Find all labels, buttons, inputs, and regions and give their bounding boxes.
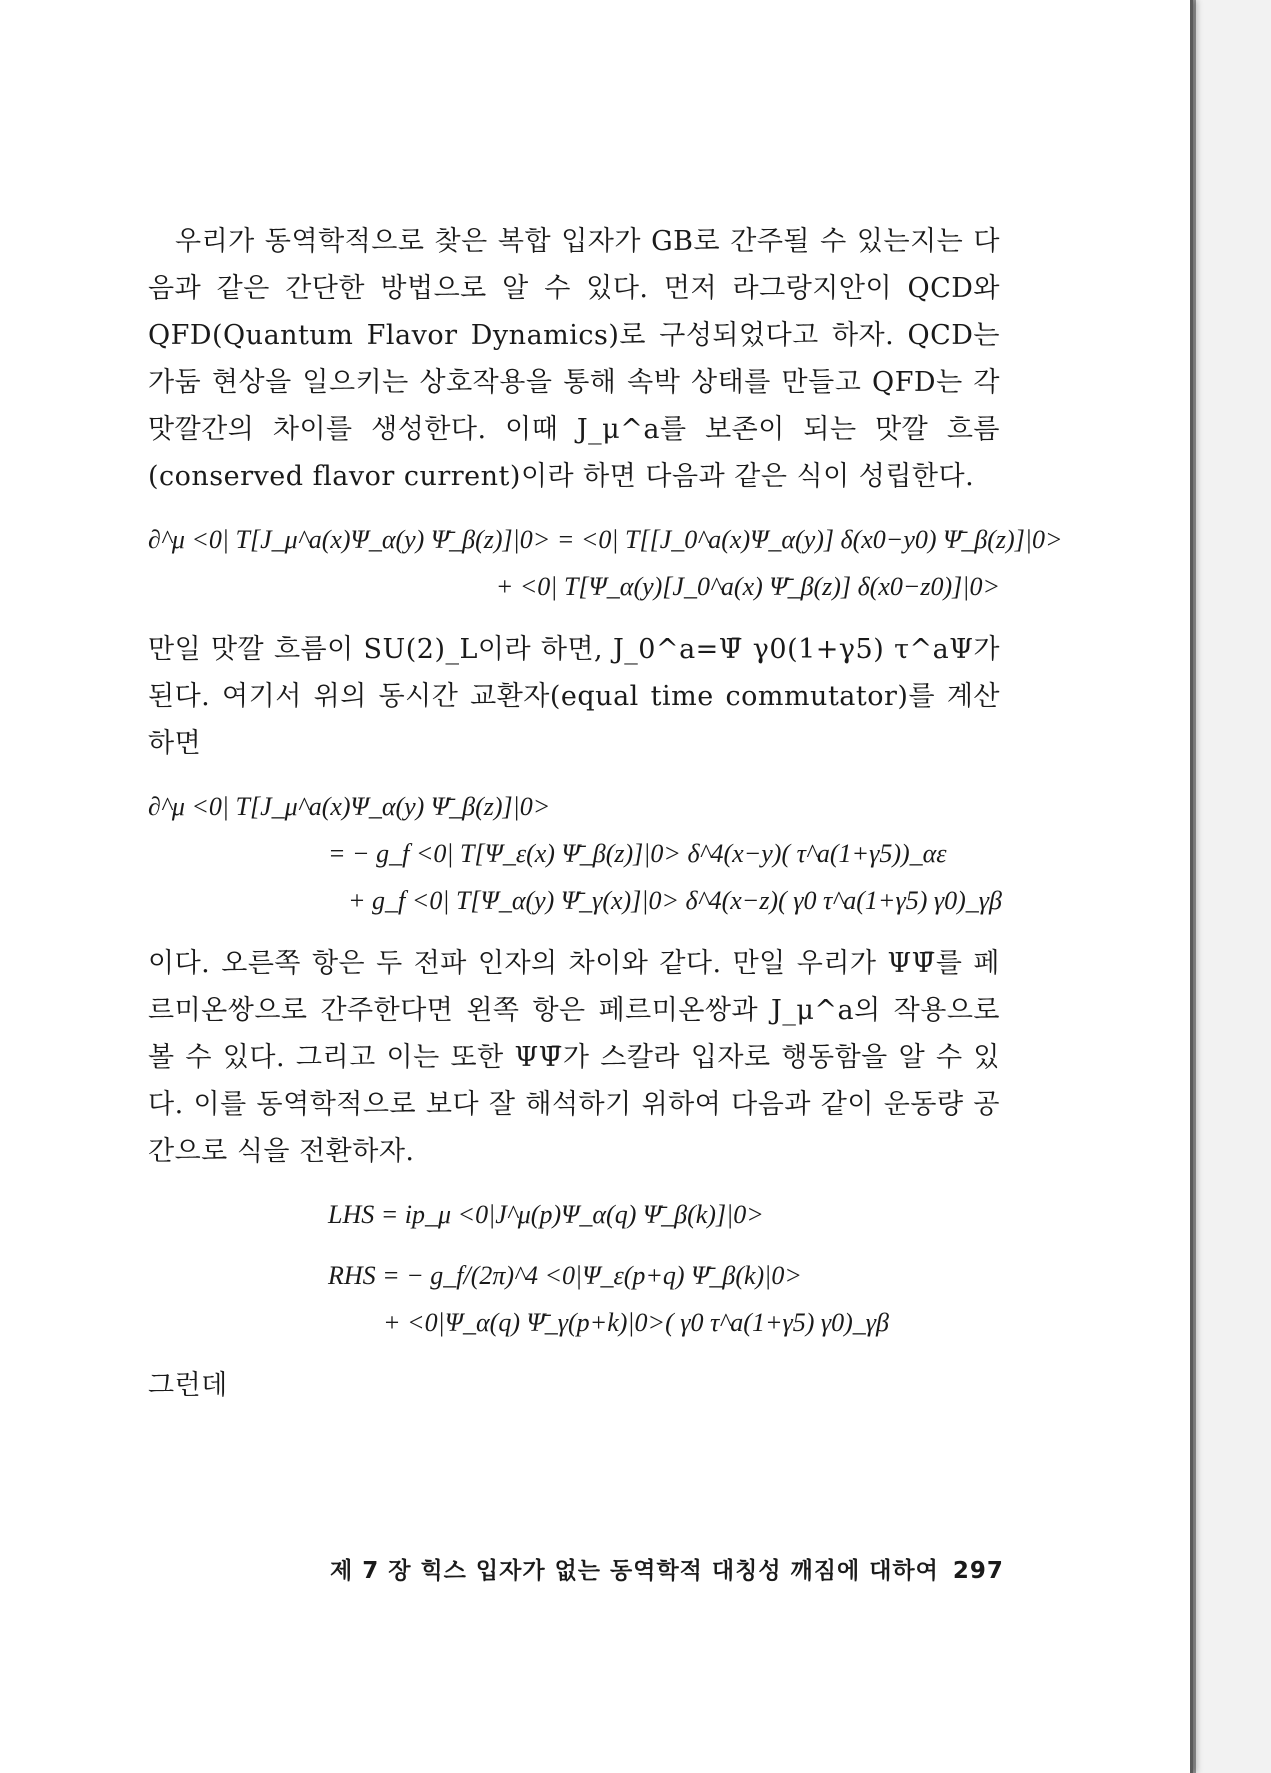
viewer-gutter (1196, 0, 1271, 1773)
equation-3-line-3: + <0|Ψ_α(q) Ψ̄_γ(p+k)|0>( γ0 τ^a(1+γ5) γ0)_γβ (383, 1308, 889, 1337)
equation-1 (148, 516, 1063, 610)
equation-2-line-1: ∂^μ <0| T[J_μ^a(x)Ψ_α(y) Ψ̄_β(z)]|0> (148, 792, 551, 821)
equation-2 (148, 783, 1000, 924)
page-content (148, 218, 1063, 1409)
equation-2-line-2: = − g_f <0| T[Ψ_ε(x) Ψ̄_β(z)]|0> δ^4(x−y)( τ^a(1+γ5))_αε (328, 839, 947, 868)
paragraph-4: 그런데 (148, 1370, 228, 1401)
equation-1-line-1: ∂^μ <0| T[J_μ^a(x)Ψ_α(y) Ψ̄_β(z)]|0> = <0| T[[J_0^a(x)Ψ_α(y)] δ(x0−y0) Ψ̄_β(z)]|0> (148, 525, 1063, 554)
paragraph-1: 우리가 동역학적으로 찾은 복합 입자가 GB로 간주될 수 있는지는 다음과 같은 간단한 방법으로 알 수 있다. 먼저 라그랑지안이 QCD와 QFD(Quantum Flavor Dynamics)로 구성되었다고 하자. QCD는 가둠 현상을 일으키는 상호작용을 통해 속박 상태를 만들고 QFD는 각 맛깔간의 차이를 생성한다. 이때 J_μ^a를 보존이 되는 맛깔 흐름(conserved flavor current)이라 하면 다음과 같은 식이 성립한다. (148, 226, 1000, 492)
equation-spacer (148, 1238, 1000, 1252)
running-footer (330, 1552, 1004, 1585)
equation-3-line-1: LHS = ip_μ <0|J^μ(p)Ψ_α(q) Ψ̄_β(k)]|0> (328, 1200, 764, 1229)
equation-3-line-2: RHS = − g_f/(2π)^4 <0|Ψ_ε(p+q) Ψ̄_β(k)|0> (328, 1261, 802, 1290)
paragraph-3: 이다. 오른쪽 항은 두 전파 인자의 차이와 같다. 만일 우리가 ΨΨ̄를 페르미온쌍으로 간주한다면 왼쪽 항은 페르미온쌍과 J_μ^a의 작용으로 볼 수 있다. 그리고 이는 또한 ΨΨ̄가 스칼라 입자로 행동함을 알 수 있다. 이를 동역학적으로 보다 잘 해석하기 위하여 다음과 같이 운동량 공간으로 식을 전환하자. (148, 948, 1000, 1167)
chapter-title: 제 7 장 힉스 입자가 없는 동역학적 대칭성 깨짐에 대하여 (330, 1558, 939, 1584)
paragraph-2: 만일 맛깔 흐름이 SU(2)_L이라 하면, J_0^a=Ψ̄ γ0(1+γ5) τ^aΨ가 된다. 여기서 위의 동시간 교환자(equal time commutator)를 계산하면 (148, 634, 1000, 759)
equation-1-line-2: + <0| T[Ψ_α(y)[J_0^a(x) Ψ̄_β(z)] δ(x0−z0)]|0> (495, 572, 1000, 601)
equation-3 (148, 1191, 1000, 1346)
equation-2-line-3: + g_f <0| T[Ψ_α(y) Ψ̄_γ(x)]|0> δ^4(x−z)( γ0 τ^a(1+γ5) γ0)_γβ (348, 886, 1002, 915)
page-number: 297 (952, 1558, 1004, 1584)
